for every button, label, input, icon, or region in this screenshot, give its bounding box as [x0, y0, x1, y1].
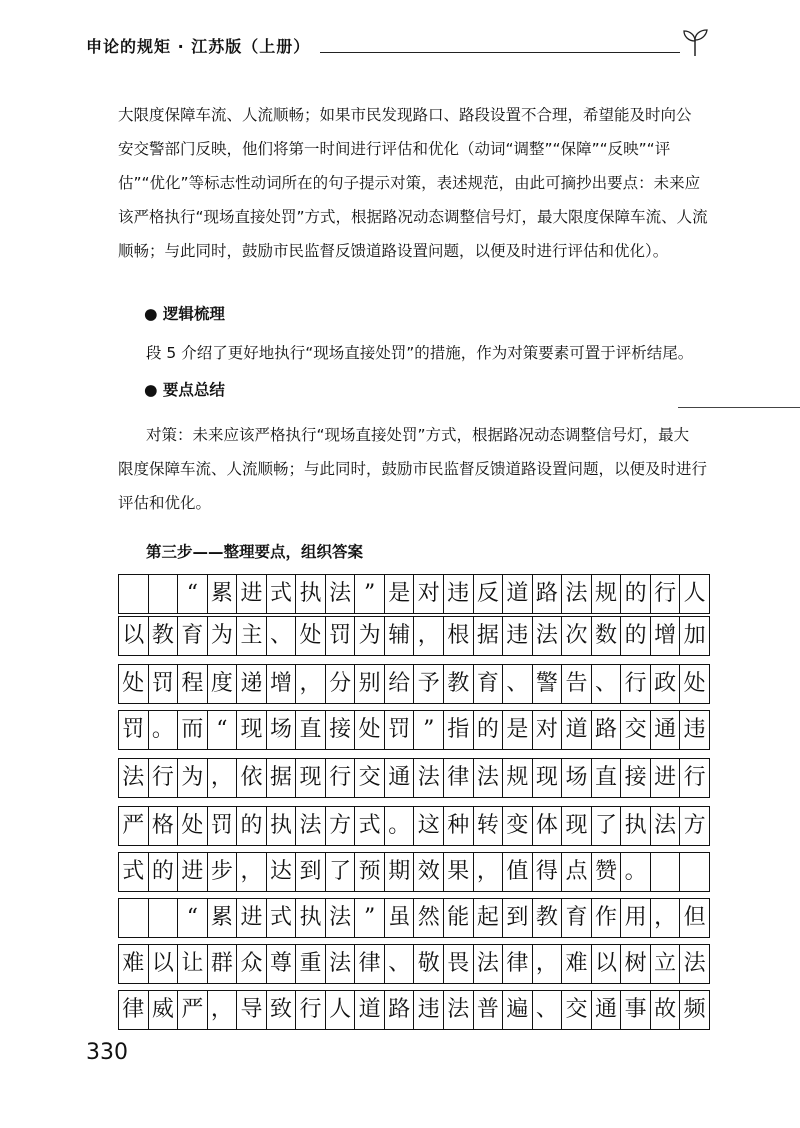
text-line: 段 5 介绍了更好地执行“现场直接处罚”的措施，作为对策要素可置于评析结尾。 — [146, 344, 694, 362]
grid-cell: 教 — [444, 665, 474, 703]
grid-cell: 执 — [296, 899, 326, 937]
grid-cell: 执 — [296, 575, 326, 613]
grid-cell: 重 — [296, 945, 326, 983]
grid-cell: 是 — [385, 575, 415, 613]
grid-cell: 方 — [683, 813, 706, 838]
grid-cell: 执 — [267, 807, 297, 845]
grid-cell: 数 — [592, 617, 622, 655]
grid-cell — [149, 575, 179, 613]
grid-cell: 赞 — [592, 853, 622, 891]
grid-cell: 罚 — [385, 711, 415, 749]
grid-cell: 育 — [474, 665, 504, 703]
grid-cell: 据 — [267, 759, 297, 797]
grid-cell: 步 — [208, 853, 238, 891]
grid-cell: 威 — [149, 991, 179, 1029]
grid-row — [118, 616, 710, 656]
grid-cell: 路 — [592, 711, 622, 749]
grid-cell: 用 — [621, 899, 651, 937]
grid-cell: 处 — [296, 617, 326, 655]
grid-cell: 律 — [355, 945, 385, 983]
grid-cell: 律 — [119, 991, 149, 1029]
grid-cell: 告 — [562, 665, 592, 703]
grid-cell: 以 — [149, 945, 179, 983]
grid-cell: 违 — [444, 575, 474, 613]
grid-cell: 式 — [267, 899, 297, 937]
grid-cell: 律 — [503, 945, 533, 983]
grid-cell: 据 — [474, 617, 504, 655]
grid-cell: 。 — [149, 711, 179, 749]
grid-cell: 人 — [326, 991, 356, 1029]
grid-row — [118, 806, 710, 846]
grid-cell: 难 — [562, 945, 592, 983]
grid-cell: 反 — [474, 575, 504, 613]
grid-cell: 育 — [178, 617, 208, 655]
grid-cell: 为 — [208, 617, 238, 655]
grid-row — [118, 710, 710, 750]
grid-cell: 法 — [474, 945, 504, 983]
grid-cell: 的 — [237, 807, 267, 845]
grid-cell: 。 — [621, 853, 651, 891]
grid-cell: 指 — [444, 711, 474, 749]
grid-cell: 罚 — [119, 711, 149, 749]
grid-cell: 处 — [355, 711, 385, 749]
grid-cell: 交 — [562, 991, 592, 1029]
grid-cell: 是 — [503, 711, 533, 749]
grid-row — [118, 990, 710, 1030]
grid-cell: 然 — [414, 899, 444, 937]
grid-cell: 法 — [326, 575, 356, 613]
header-rule — [320, 52, 680, 53]
grid-cell: 点 — [562, 853, 592, 891]
grid-cell: 累 — [208, 575, 238, 613]
grid-cell: 现 — [562, 807, 592, 845]
grid-cell: 方 — [326, 807, 356, 845]
grid-cell: 处 — [178, 807, 208, 845]
grid-cell: “ — [178, 899, 208, 937]
grid-cell — [651, 853, 681, 891]
grid-cell: 事 — [621, 991, 651, 1029]
grid-cell: 道 — [355, 991, 385, 1029]
grid-cell — [149, 899, 179, 937]
grid-cell: 罚 — [208, 807, 238, 845]
grid-cell: 普 — [474, 991, 504, 1029]
grid-cell: 接 — [326, 711, 356, 749]
grid-cell: 期 — [385, 853, 415, 891]
grid-cell: 为 — [178, 759, 208, 797]
text-line: 大限度保障车流、人流顺畅；如果市民发现路口、路段设置不合理，希望能及时向公 — [118, 106, 692, 124]
grid-cell: 依 — [237, 759, 267, 797]
grid-cell: 给 — [385, 665, 415, 703]
grid-cell: 种 — [444, 807, 474, 845]
grid-cell: 果 — [444, 853, 474, 891]
grid-cell: 的 — [149, 853, 179, 891]
text-line: 对策：未来应该严格执行“现场直接处罚”方式，根据路况动态调整信号灯，最大 — [146, 426, 690, 444]
logic-text — [146, 336, 726, 370]
grid-cell: ， — [296, 665, 326, 703]
grid-cell: 违 — [683, 717, 706, 742]
grid-cell: 频 — [683, 997, 706, 1022]
grid-cell: 度 — [208, 665, 238, 703]
sprout-icon — [678, 28, 712, 58]
grid-cell: 违 — [503, 617, 533, 655]
grid-cell: 进 — [237, 899, 267, 937]
grid-cell: 道 — [503, 575, 533, 613]
grid-cell: 体 — [533, 807, 563, 845]
grid-cell: 预 — [355, 853, 385, 891]
grid-cell: ， — [237, 853, 267, 891]
grid-cell: 的 — [621, 617, 651, 655]
grid-cell: 式 — [355, 807, 385, 845]
grid-cell: ” — [414, 711, 444, 749]
grid-cell: 政 — [651, 665, 681, 703]
grid-cell: 场 — [562, 759, 592, 797]
grid-cell: 行 — [326, 759, 356, 797]
grid-cell: 法 — [326, 945, 356, 983]
grid-cell: 故 — [651, 991, 681, 1029]
grid-cell: 尊 — [267, 945, 297, 983]
grid-cell: 、 — [385, 945, 415, 983]
grid-cell: ， — [208, 759, 238, 797]
text-line: 评估和优化。 — [118, 494, 212, 512]
text-line: 估”“优化”等标志性动词所在的句子提示对策，表述规范，由此可摘抄出要点：未来应 — [118, 174, 701, 192]
grid-cell: 树 — [621, 945, 651, 983]
grid-cell: 到 — [296, 853, 326, 891]
grid-cell: 行 — [621, 665, 651, 703]
grid-cell: 进 — [178, 853, 208, 891]
grid-cell: 、 — [592, 665, 622, 703]
grid-cell: 了 — [592, 807, 622, 845]
grid-cell: 这 — [414, 807, 444, 845]
text-line: 该严格执行“现场直接处罚”方式，根据路况动态调整信号灯，最大限度保障车流、人流 — [118, 208, 708, 226]
grid-cell: 分 — [326, 665, 356, 703]
grid-cell: 交 — [355, 759, 385, 797]
grid-cell: 转 — [474, 807, 504, 845]
grid-cell: 根 — [444, 617, 474, 655]
grid-cell: 辅 — [385, 617, 415, 655]
grid-cell: 教 — [533, 899, 563, 937]
grid-cell: 变 — [503, 807, 533, 845]
grid-cell: 法 — [119, 759, 149, 797]
grid-cell: 加 — [683, 623, 706, 648]
grid-cell: ， — [651, 899, 681, 937]
grid-cell: 值 — [503, 853, 533, 891]
grid-cell: 、 — [267, 617, 297, 655]
grid-cell: 得 — [533, 853, 563, 891]
grid-cell: 格 — [149, 807, 179, 845]
grid-cell: 场 — [267, 711, 297, 749]
grid-cell: 罚 — [326, 617, 356, 655]
grid-cell: 通 — [651, 711, 681, 749]
grid-cell: 现 — [296, 759, 326, 797]
grid-cell: 让 — [178, 945, 208, 983]
margin-rule — [678, 407, 800, 408]
grid-cell: 敬 — [414, 945, 444, 983]
grid-cell: 法 — [683, 951, 706, 976]
grid-cell: 通 — [385, 759, 415, 797]
grid-cell: 程 — [178, 665, 208, 703]
grid-cell: 立 — [651, 945, 681, 983]
grid-cell: 处 — [119, 665, 149, 703]
grid-cell: 增 — [267, 665, 297, 703]
grid-cell: 的 — [621, 575, 651, 613]
grid-cell — [119, 575, 149, 613]
grid-cell: 畏 — [444, 945, 474, 983]
grid-cell: 行 — [651, 575, 681, 613]
grid-cell: 违 — [414, 991, 444, 1029]
grid-cell: 导 — [237, 991, 267, 1029]
page-number: 330 — [86, 1040, 128, 1065]
grid-cell: 严 — [119, 807, 149, 845]
logic-heading: ● 逻辑梳理 — [144, 305, 225, 323]
grid-row — [118, 852, 710, 892]
grid-cell — [680, 853, 709, 891]
grid-cell: 递 — [237, 665, 267, 703]
grid-row — [118, 944, 710, 984]
intro-paragraph — [118, 98, 723, 268]
grid-cell: 到 — [503, 899, 533, 937]
grid-cell: 路 — [385, 991, 415, 1029]
grid-cell: 律 — [444, 759, 474, 797]
grid-cell: 道 — [562, 711, 592, 749]
grid-cell: ” — [355, 575, 385, 613]
grid-cell: 现 — [237, 711, 267, 749]
grid-cell: 法 — [651, 807, 681, 845]
grid-cell: 主 — [237, 617, 267, 655]
grid-cell: 行 — [683, 765, 706, 790]
grid-row — [118, 574, 710, 614]
grid-cell: 式 — [267, 575, 297, 613]
text-line: 安交警部门反映，他们将第一时间进行评估和优化（动词“调整”“保障”“反映”“评 — [118, 140, 671, 158]
grid-cell: 进 — [651, 759, 681, 797]
grid-cell: ” — [355, 899, 385, 937]
grid-cell: 为 — [355, 617, 385, 655]
grid-cell: 法 — [326, 899, 356, 937]
grid-row — [118, 898, 710, 938]
grid-cell: 难 — [119, 945, 149, 983]
grid-cell: 进 — [237, 575, 267, 613]
grid-cell: 接 — [621, 759, 651, 797]
text-line: 限度保障车流、人流顺畅；与此同时，鼓励市民监督反馈道路设置问题，以便及时进行 — [118, 460, 708, 478]
grid-cell: 对 — [414, 575, 444, 613]
grid-cell: 法 — [414, 759, 444, 797]
grid-cell: 教 — [149, 617, 179, 655]
grid-cell: ， — [474, 853, 504, 891]
grid-cell: 法 — [444, 991, 474, 1029]
grid-cell: 起 — [474, 899, 504, 937]
grid-cell: 执 — [621, 807, 651, 845]
grid-cell: 予 — [414, 665, 444, 703]
grid-cell: 、 — [503, 665, 533, 703]
grid-cell: 效 — [414, 853, 444, 891]
step-three-label: 第三步——整理要点，组织答案 — [146, 543, 364, 561]
grid-cell: 。 — [385, 807, 415, 845]
grid-row — [118, 758, 710, 798]
grid-cell: 众 — [237, 945, 267, 983]
grid-cell: 人 — [683, 581, 706, 606]
grid-cell: ， — [414, 617, 444, 655]
grid-cell: 以 — [119, 617, 149, 655]
grid-cell: 现 — [533, 759, 563, 797]
grid-cell: ， — [533, 945, 563, 983]
grid-cell: 以 — [592, 945, 622, 983]
grid-cell: 处 — [683, 671, 706, 696]
grid-cell: 通 — [592, 991, 622, 1029]
grid-cell: 累 — [208, 899, 238, 937]
grid-cell: 严 — [178, 991, 208, 1029]
grid-cell: 式 — [119, 853, 149, 891]
grid-cell: 但 — [683, 905, 706, 930]
grid-cell: 行 — [296, 991, 326, 1029]
grid-cell: 罚 — [149, 665, 179, 703]
grid-cell: 了 — [326, 853, 356, 891]
grid-cell: 作 — [592, 899, 622, 937]
grid-cell: 的 — [474, 711, 504, 749]
grid-cell: 达 — [267, 853, 297, 891]
grid-cell: 育 — [562, 899, 592, 937]
grid-cell: 、 — [533, 991, 563, 1029]
grid-cell: 而 — [178, 711, 208, 749]
summary-text — [118, 418, 723, 520]
text-line: 顺畅；与此同时，鼓励市民监督反馈道路设置问题，以便及时进行评估和优化）。 — [118, 242, 669, 260]
grid-cell: 对 — [533, 711, 563, 749]
grid-cell: 直 — [296, 711, 326, 749]
grid-cell: 警 — [533, 665, 563, 703]
running-header: 申论的规矩 · 江苏版（上册） — [86, 37, 311, 56]
grid-cell: 能 — [444, 899, 474, 937]
grid-cell: 交 — [621, 711, 651, 749]
grid-cell: “ — [208, 711, 238, 749]
grid-cell: 致 — [267, 991, 297, 1029]
summary-heading: ● 要点总结 — [144, 381, 225, 399]
grid-cell: 法 — [296, 807, 326, 845]
grid-cell: “ — [178, 575, 208, 613]
grid-cell: 别 — [355, 665, 385, 703]
grid-cell: 法 — [474, 759, 504, 797]
grid-row — [118, 664, 710, 704]
grid-cell: 次 — [562, 617, 592, 655]
grid-cell: 规 — [503, 759, 533, 797]
grid-cell: 直 — [592, 759, 622, 797]
grid-cell: 增 — [651, 617, 681, 655]
grid-cell — [119, 899, 149, 937]
grid-cell: 路 — [533, 575, 563, 613]
grid-cell: ， — [208, 991, 238, 1029]
grid-cell: 法 — [533, 617, 563, 655]
grid-cell: 虽 — [385, 899, 415, 937]
grid-cell: 群 — [208, 945, 238, 983]
grid-cell: 法 — [562, 575, 592, 613]
grid-cell: 规 — [592, 575, 622, 613]
grid-cell: 遍 — [503, 991, 533, 1029]
grid-cell: 行 — [149, 759, 179, 797]
